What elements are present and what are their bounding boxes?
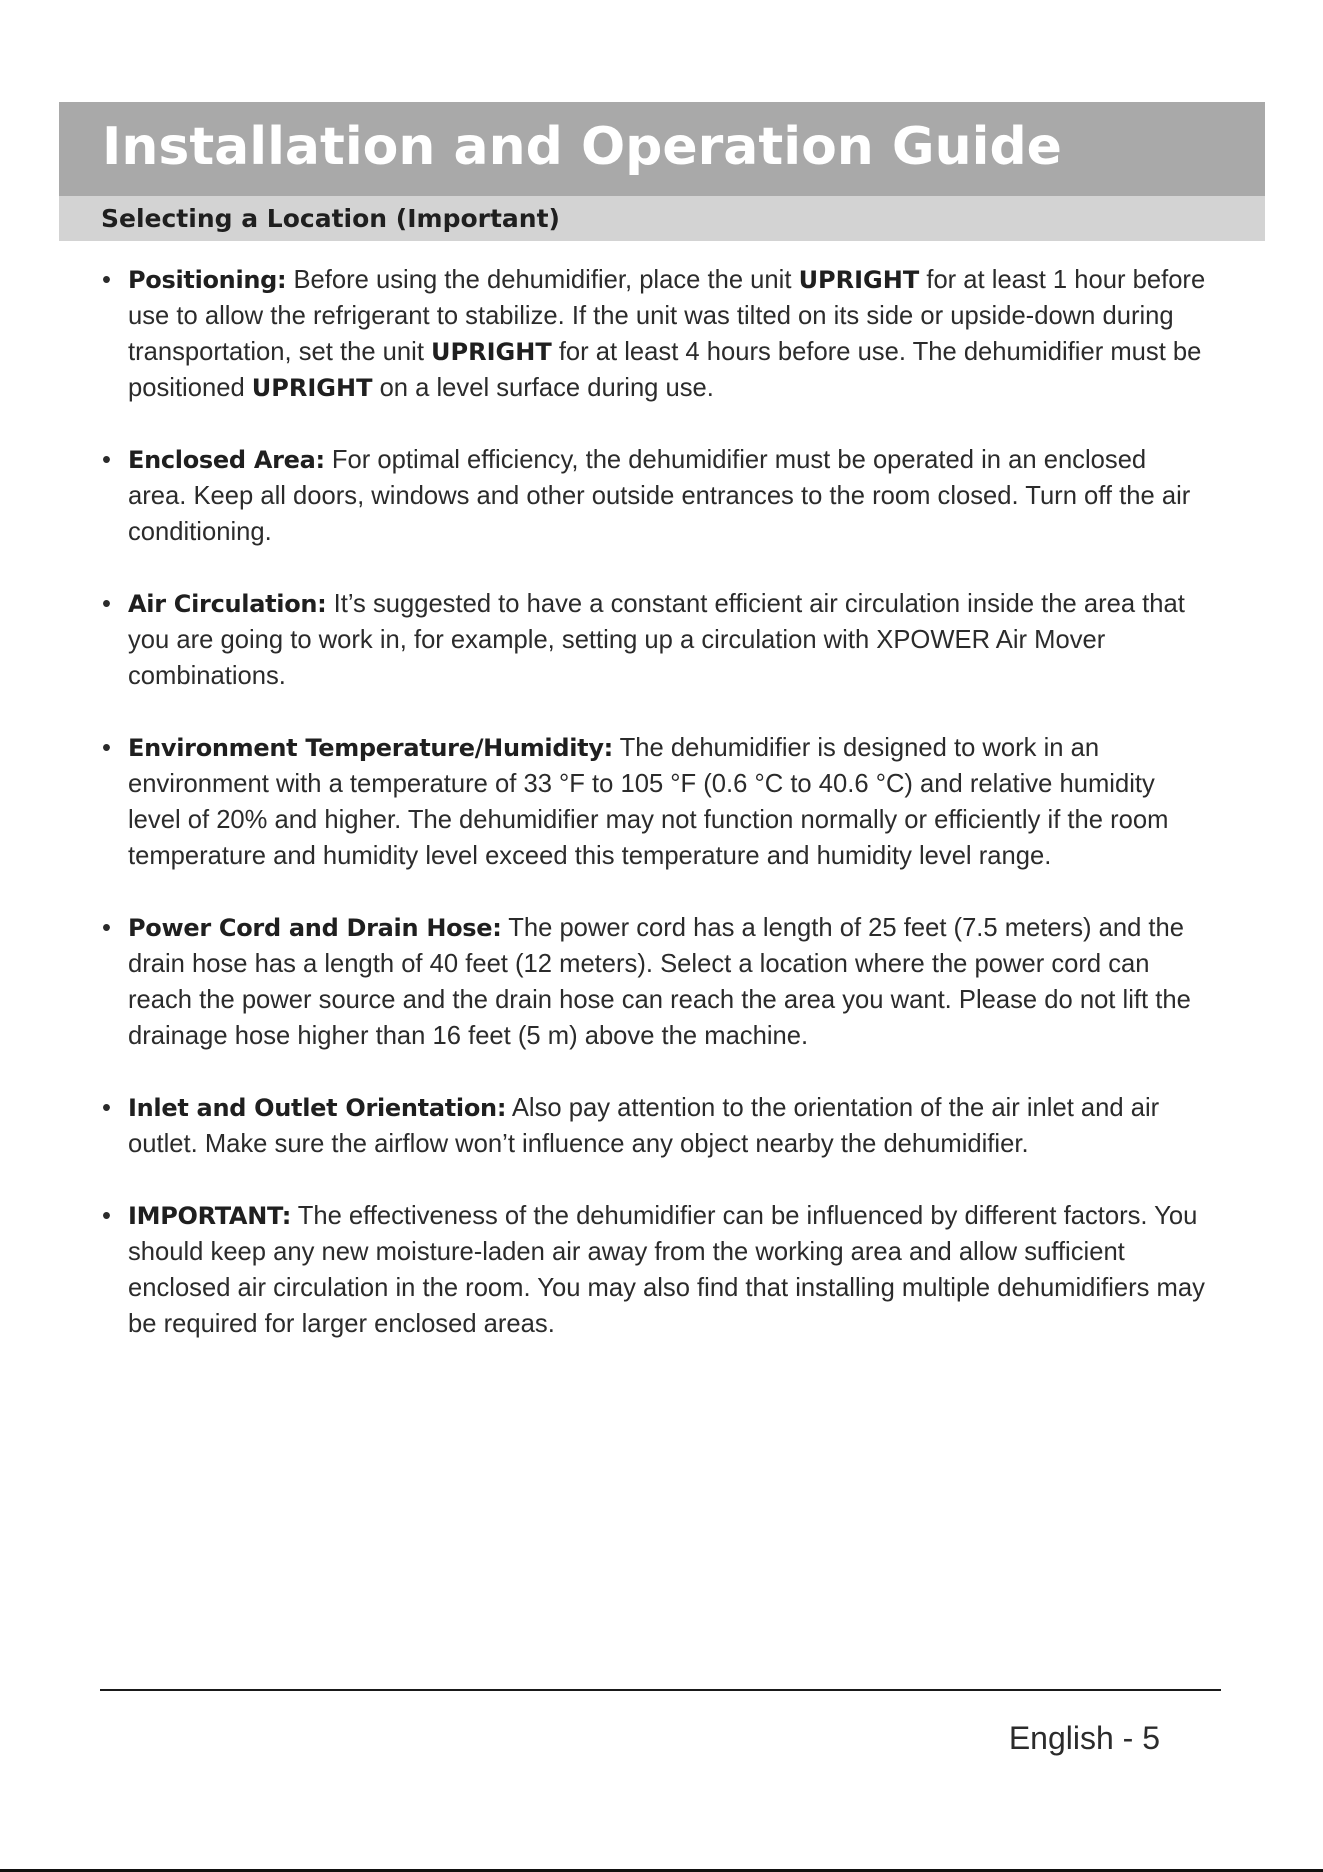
bullet-icon: • [102,266,111,294]
item-text: For optimal efficiency, the dehumidifier must be operated in an enclosed area. Keep all doors, windows and other outside entrances to the room closed. Turn off the air conditioning. [128,446,1191,546]
bullet-list [100,262,1210,1378]
page-number: English - 5 [1008,1720,1160,1756]
item-lead: Air Circulation: [128,590,327,618]
list-item-important [100,1198,1210,1342]
item-lead: Positioning: [128,266,287,294]
item-text: It’s suggested to have a constant efficient air circulation inside the area that you are going to work in, for example, setting up a circulation with XPOWER Air Mover combinations. [128,590,1185,690]
item-lead: Power Cord and Drain Hose: [128,914,502,942]
bullet-icon: • [102,590,111,618]
item-lead: IMPORTANT: [128,1202,292,1230]
upright-emphasis: UPRIGHT [798,266,920,294]
item-text: Before using the dehumidifier, place the unit [286,266,799,294]
bullet-icon: • [102,914,111,942]
item-text: for at least 4 hours before use. The dehumidifier must be positioned [128,338,1202,402]
list-item-orientation [100,1090,1210,1162]
item-text: The power cord has a length of 25 feet (7.5 meters) and the drain hose has a length of 40 feet (12 meters). Select a location where the power cord can reach the power source and the drain hose can reach the area you want. Please do not lift the drainage hose higher than 16 feet (5 m) above the machine. [128,914,1191,1050]
title-bar [59,102,1265,196]
item-text: The effectiveness of the dehumidifier can be influenced by different factors. You should keep any new moisture-laden air away from the working area and allow sufficient enclosed air circulation in the room. You may also find that installing multiple dehumidifiers may be required for larger enclosed areas. [128,1202,1205,1338]
list-item-positioning [100,262,1210,406]
list-item-environment [100,730,1210,874]
item-text: for at least 1 hour before use to allow the refrigerant to stabilize. If the unit was tilted on its side or upside-down during transportation, set the unit [128,266,1206,366]
item-lead: Inlet and Outlet Orientation: [128,1094,507,1122]
list-item-enclosed-area [100,442,1210,550]
upright-emphasis: UPRIGHT [251,374,373,402]
section-title: Selecting a Location (Important) [101,204,560,233]
item-text: on a level surface during use. [372,374,714,402]
upright-emphasis: UPRIGHT [431,338,552,366]
list-item-air-circulation [100,586,1210,694]
bullet-icon: • [102,1094,111,1122]
bullet-icon: • [102,1202,111,1230]
item-lead: Enclosed Area: [128,446,325,474]
bullet-icon: • [102,446,111,474]
section-header-bar [59,196,1265,241]
bullet-icon: • [102,734,111,762]
page-title: Installation and Operation Guide [102,117,1062,177]
list-item-power-cord [100,910,1210,1054]
footer-divider [100,1689,1221,1691]
item-text: The dehumidifier is designed to work in an environment with a temperature of 33 °F to 105 °F (0.6 °C to 40.6 °C) and relative humidity level of 20% and higher. The dehumidifier may not function normally or efficiently if the room temperature and humidity level exceed this temperature and humidity level range. [128,734,1169,870]
item-text: Also pay attention to the orientation of the air inlet and air outlet. Make sure the airflow won’t influence any object nearby the dehumidifier. [128,1094,1160,1158]
item-lead: Environment Temperature/Humidity: [128,734,613,762]
